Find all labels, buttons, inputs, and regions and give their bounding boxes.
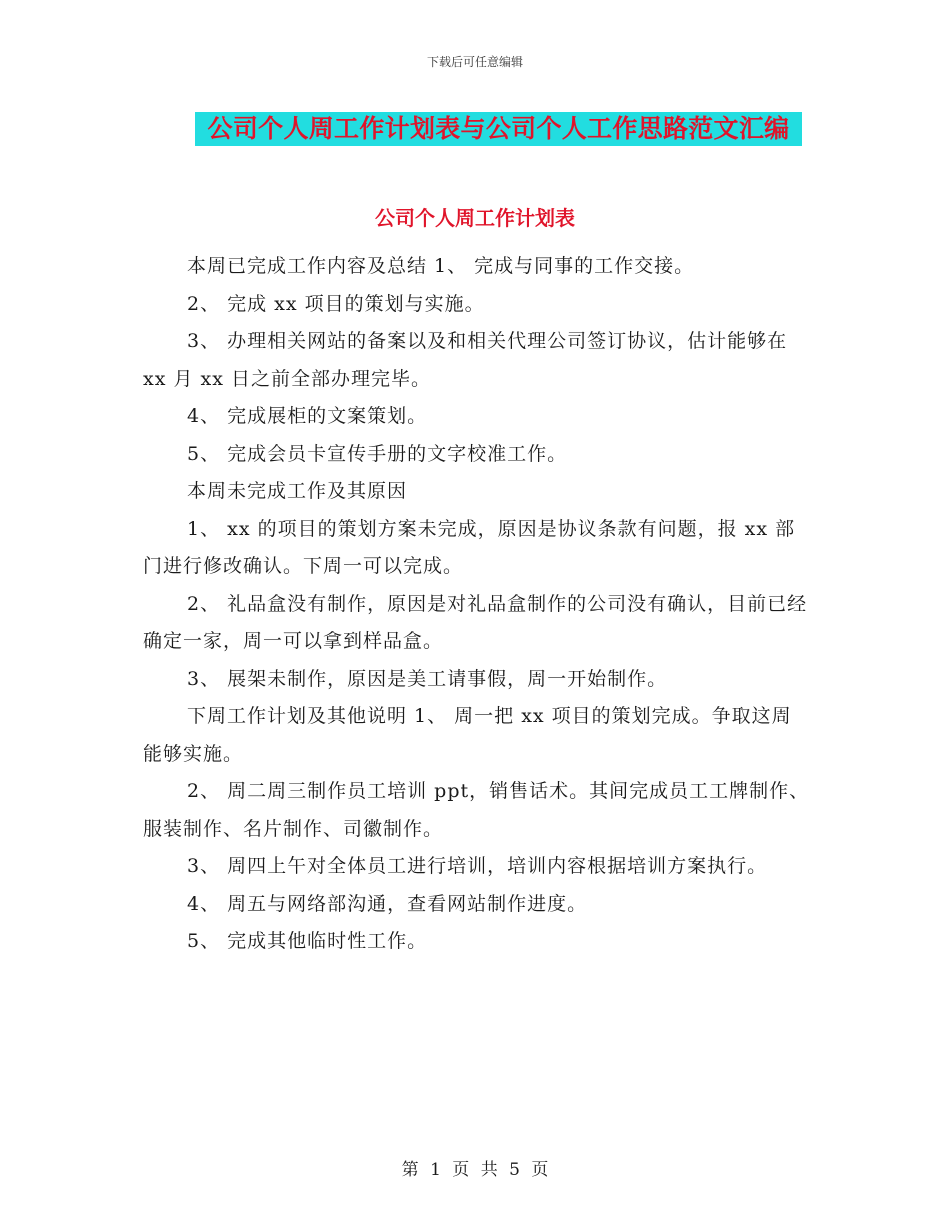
paragraph: 3、 展架未制作，原因是美工请事假，周一开始制作。 bbox=[187, 667, 668, 690]
paragraph: 1、 xx 的项目的策划方案未完成，原因是协议条款有问题，报 xx 部门进行修改确认。下周一可以完成。 bbox=[143, 517, 796, 577]
paragraph: 5、 完成会员卡宣传手册的文字校准工作。 bbox=[187, 442, 568, 465]
paragraph: 本周已完成工作内容及总结 1、 完成与同事的工作交接。 bbox=[187, 255, 695, 277]
paragraph: 4、 完成展柜的文案策划。 bbox=[187, 405, 428, 427]
paragraph: 4、 周五与网络部沟通，查看网站制作进度。 bbox=[187, 892, 588, 915]
paragraph: 本周未完成工作及其原因 bbox=[187, 480, 408, 502]
paragraph: 2、 周二周三制作员工培训 ppt，销售话术。其间完成员工工牌制作、服装制作、名片制作、司徽制作。 bbox=[143, 780, 810, 840]
section-title: 公司个人周工作计划表 bbox=[375, 206, 575, 230]
paragraph: 2、 礼品盒没有制作，原因是对礼品盒制作的公司没有确认，目前已经确定一家，周一可以拿到样品盒。 bbox=[143, 592, 808, 652]
paragraph: 2、 完成 xx 项目的策划与实施。 bbox=[187, 292, 485, 315]
document-title: 公司个人周工作计划表与公司个人工作思路范文汇编 bbox=[195, 112, 802, 146]
paragraph: 5、 完成其他临时性工作。 bbox=[187, 930, 428, 952]
document-body bbox=[143, 248, 811, 961]
paragraph: 3、 周四上午对全体员工进行培训，培训内容根据培训方案执行。 bbox=[187, 855, 768, 877]
paragraph: 下周工作计划及其他说明 1、 周一把 xx 项目的策划完成。争取这周能够实施。 bbox=[143, 705, 792, 765]
paragraph: 3、 办理相关网站的备案以及和相关代理公司签订协议，估计能够在 xx 月 xx 日之前全部办理完毕。 bbox=[143, 330, 788, 390]
page-footer: 第 1 页 共 5 页 bbox=[401, 1160, 549, 1180]
header-note: 下载后可任意编辑 bbox=[426, 55, 523, 69]
